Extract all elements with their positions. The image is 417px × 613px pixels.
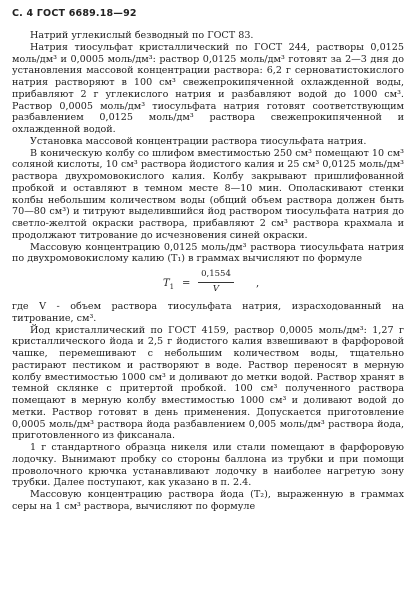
paragraph: Натрия тиосульфат кристаллический по ГОСТ 244, растворы 0,0125 моль/дм³ и 0,0005 моль/дм³: раствор 0,0125 моль/дм³ готовят за 2—3 дня до установления массовой концентрации раствора: 6,2 г серноватистокислого натрия растворяют в 100 см³ свежепрокипяченной охлажденной воды, прибавляют 2 г углекислого натрия и разбавляют водой до 1000 см³. Раствор 0,0005 моль/дм³ тиосульфата натрия готовят соответствующим разбавлением 0,0125 моль/дм³ раствора свежепрокипяченной и охлажденной водой.	[12, 41, 404, 135]
formula-equals: =	[182, 278, 191, 289]
paragraph: Массовую концентрацию 0,0125 моль/дм³ раствора тиосульфата натрия по двухромовокислому калию (T₁) в граммах вычисляют по формуле	[12, 241, 404, 265]
formula-fraction	[198, 269, 234, 296]
formula-comma: ,	[256, 278, 260, 289]
formula-t1	[12, 265, 404, 301]
document-body	[12, 30, 404, 513]
formula-lhs: $T_1$	[163, 278, 175, 291]
where-clause: где V - объем раствора тиосульфата натрия, израсходованный на титрование, см³.	[12, 301, 404, 324]
paragraph: 1 г стандартного образца никеля или стали помещают в фарфоровую лодочку. Вынимают пробку со стороны баллона из трубки и при помощи проволочного крючка устанавливают лодочку в наиболее нагретую зону трубки. Далее поступают, как указано в п. 2.4.	[12, 442, 404, 489]
paragraph: Установка массовой концентрации раствора тиосульфата натрия.	[30, 135, 367, 147]
formula-numerator: 0,1554	[198, 269, 234, 283]
paragraph: Натрий углекислый безводный по ГОСТ 83.	[30, 30, 254, 41]
formula-denominator: V	[212, 283, 220, 294]
paragraph: Массовую концентрацию раствора йода (T₂), выраженную в граммах серы на 1 см³ раствора, вычисляют по формуле	[12, 489, 404, 512]
page-header: С. 4 ГОСТ 6689.18—92	[12, 8, 137, 19]
paragraph: В коническую колбу со шлифом вместимостью 250 см³ помещают 10 см³ соляной кислоты, 10 см³ раствора йодистого калия и 25 см³ 0,0125 моль/дм³ раствора двухромовокислого калия. Колбу закрывают пришлифованной пробкой и оставляют в темном месте 8—10 мин. Ополаскивают стенки колбы небольшим количеством воды (общий объем раствора должен быть 70—80 см³) и титруют выделившийся йод раствором тиосульфата натрия до светло-желтой окраски раствора, прибавляют 2 см³ раствора крахмала и продолжают титрование до исчезновения синей окраски.	[12, 147, 404, 241]
paragraph: Йод кристаллический по ГОСТ 4159, раствор 0,0005 моль/дм³: 1,27 г кристаллического йода и 2,5 г йодистого калия взвешивают в фарфоровой чашке, перемешивают с небольшим количеством воды, тщательно растирают пестиком и растворяют в воде. Раствор переносят в мерную колбу вместимостью 1000 см³ и доливают до метки водой. Раствор хранят в темной склянке с притертой пробкой. 100 см³ полученного раствора помещают в мерную колбу вместимостью 1000 см³ и доливают водой до метки. Раствор готовят в день применения. Допускается приготовление 0,0005 моль/дм³ раствора йода разбавлением 0,005 моль/дм³ раствора йода, приготовленного из фиксанала.	[12, 324, 404, 442]
